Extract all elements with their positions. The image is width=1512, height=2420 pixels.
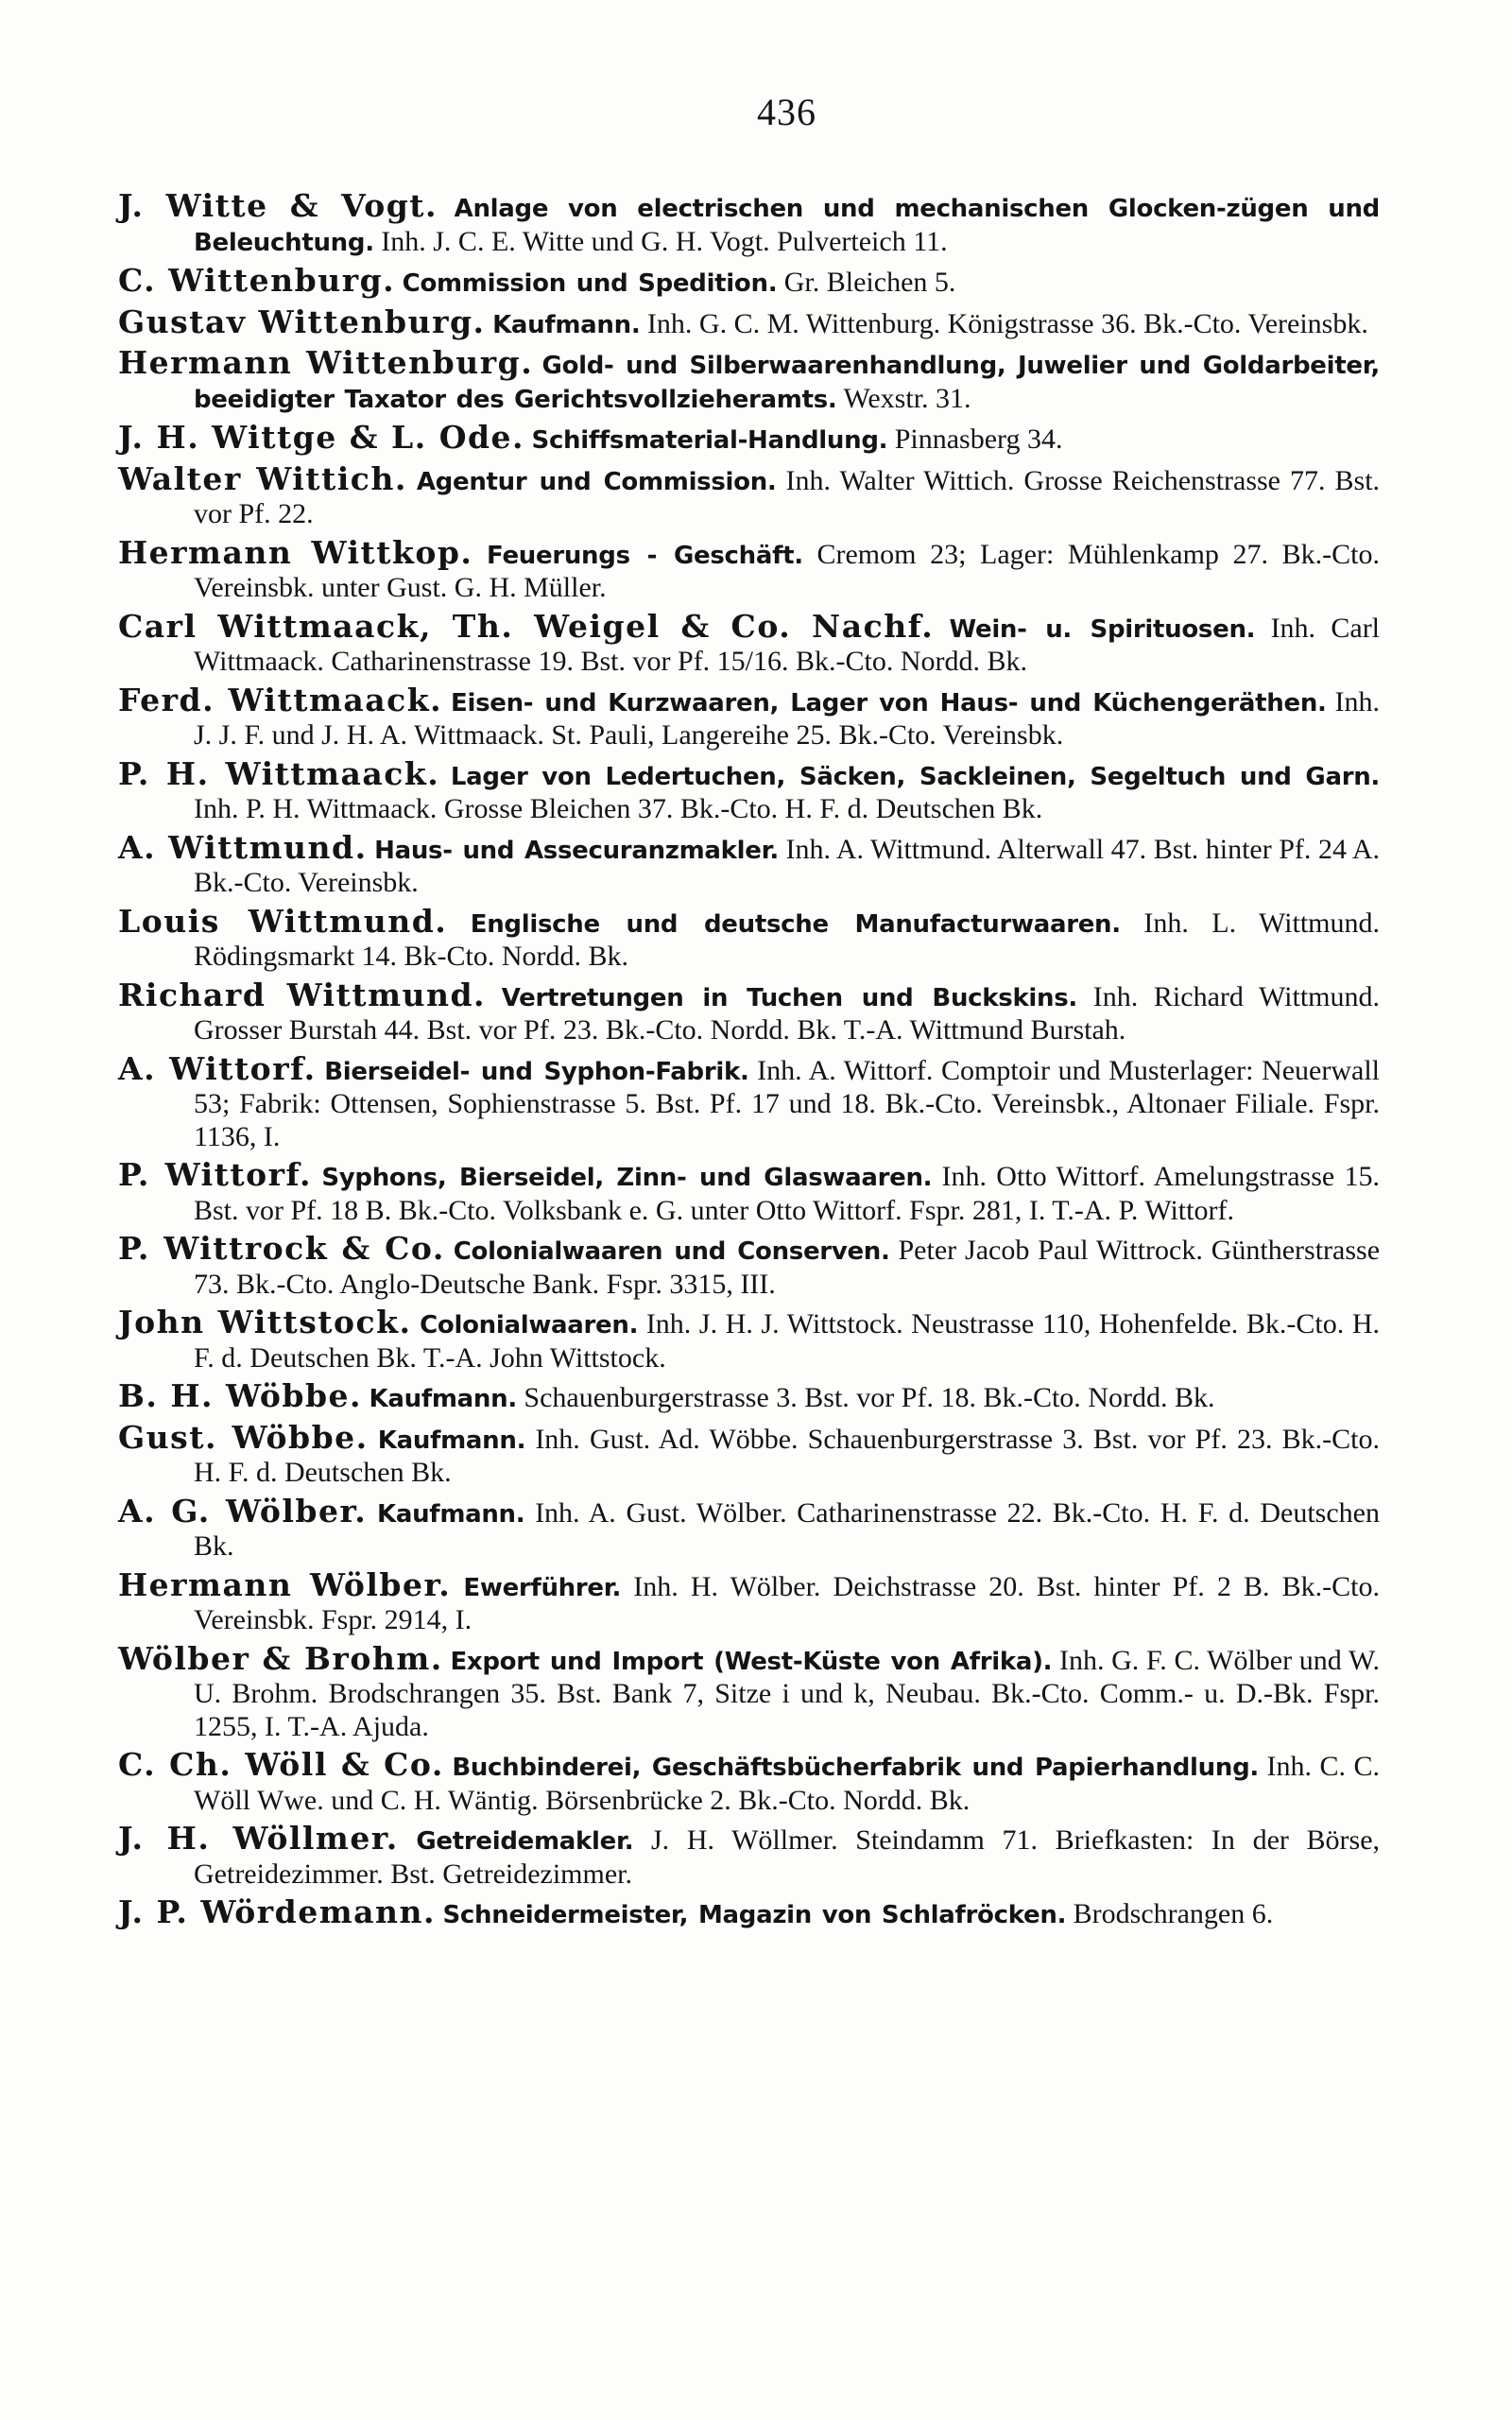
entry-business: Commission und Spedition. bbox=[402, 269, 778, 298]
entry-business: Colonialwaaren. bbox=[420, 1311, 639, 1340]
entry-business: Vertretungen in Tuchen und Buckskins. bbox=[501, 983, 1078, 1012]
entry-business: Kaufmann. bbox=[492, 310, 641, 339]
directory-entry bbox=[118, 607, 1381, 679]
entry-details: Cremom 23; Lager: Mühlenkamp 27. Bk.-Cto. Vereinsbk. unter Gust. G. H. Müller. bbox=[194, 538, 1380, 603]
entry-business: Eisen- und Kurzwaaren, Lager von Haus- und Küchengeräthen. bbox=[451, 688, 1327, 717]
entry-details: Inh. L. Wittmund. Rödingsmarkt 14. Bk-Cto. Nordd. Bk. bbox=[194, 907, 1381, 972]
entry-details: Inh. J. C. E. Witte und G. H. Vogt. Pulverteich 11. bbox=[381, 225, 948, 257]
entry-business: Feuerungs - Geschäft. bbox=[487, 541, 803, 570]
entry-business: Englische und deutsche Manufacturwaaren. bbox=[470, 909, 1121, 939]
entry-details: Inh. Richard Wittmund. Grosser Burstah 44. Bst. vor Pf. 23. Bk.-Cto. Nordd. Bk. T.-A. Wittmund Burstah. bbox=[194, 980, 1380, 1046]
entry-name: P. Wittorf. bbox=[118, 1156, 313, 1193]
entry-details: Inh. J. H. J. Wittstock. Neustrasse 110, Hohenfelde. Bk.-Cto. H. F. d. Deutschen Bk. T.-A. John Wittstock. bbox=[194, 1308, 1381, 1374]
entry-details: Inh. P. H. Wittmaack. Grosse Bleichen 37. Bk.-Cto. H. F. d. Deutschen Bk. bbox=[194, 793, 1043, 824]
page-content bbox=[118, 90, 1380, 1938]
entry-name: J. H. Wöllmer. bbox=[118, 1820, 399, 1857]
entry-business: Schneidermeister, Magazin von Schlafröcken. bbox=[442, 1901, 1067, 1929]
entry-name: Hermann Wölber. bbox=[118, 1565, 452, 1603]
entry-business: Buchbinderei, Geschäftsbücherfabrik und Papierhandlung. bbox=[452, 1754, 1259, 1782]
entry-details: Inh. J. J. F. und J. H. A. Wittmaack. St. Pauli, Langereihe 25. Bk.-Cto. Vereinsbk. bbox=[194, 685, 1381, 751]
entry-business: Export und Import (West-Küste von Afrika). bbox=[450, 1647, 1053, 1676]
directory-entry bbox=[118, 681, 1381, 752]
entry-details: Peter Jacob Paul Wittrock. Güntherstrasse 73. Bk.-Cto. Anglo-Deutsche Bank. Fspr. 3315, III. bbox=[194, 1235, 1381, 1300]
entry-name: P. H. Wittmaack. bbox=[118, 754, 440, 792]
entry-details: Pinnasberg 34. bbox=[894, 424, 1063, 455]
entry-details: Inh. G. C. M. Wittenburg. Königstrasse 36. Bk.-Cto. Vereinsbk. bbox=[646, 307, 1368, 339]
entry-details: Inh. G. F. C. Wölber und W. U. Brohm. Brodschrangen 35. Bst. Bank 7, Sitze i und k, Neubau. Bk.-Cto. Comm.- u. D.-Bk. Fspr. 1255, I. T.-A. Ajuda. bbox=[194, 1644, 1381, 1742]
entry-business: Colonialwaaren und Conserven. bbox=[453, 1237, 890, 1266]
directory-entry bbox=[118, 1820, 1381, 1891]
entry-name: B. H. Wöbbe. bbox=[118, 1377, 363, 1414]
entry-business: Schiffsmaterial-Handlung. bbox=[531, 426, 888, 455]
directory-entry bbox=[118, 1893, 1380, 1932]
directory-entry bbox=[118, 1156, 1380, 1227]
entry-details: Inh. Gust. Ad. Wöbbe. Schauenburgerstrasse 3. Bst. vor Pf. 23. Bk.-Cto. H. F. d. Deutschen Bk. bbox=[194, 1423, 1380, 1488]
directory-entry bbox=[118, 1492, 1380, 1564]
directory-entry bbox=[118, 754, 1381, 826]
entry-details: Inh. A. Wittorf. Comptoir und Musterlager: Neuerwall 53; Fabrik: Ottensen, Sophienstrasse 5. Bst. Pf. 17 und 18. Bk.-Cto. Vereinsbk., Altonaer Filiale. Fspr. 1136, I. bbox=[194, 1054, 1381, 1152]
entry-name: C. Wittenburg. bbox=[118, 262, 396, 299]
directory-entry bbox=[118, 828, 1380, 900]
directory-entry bbox=[118, 344, 1380, 416]
entry-details: J. H. Wöllmer. Steindamm 71. Briefkasten: In der Börse, Getreidezimmer. Bst. Getreidezimmer. bbox=[194, 1824, 1381, 1890]
directory-entry bbox=[118, 1230, 1381, 1301]
entry-name: Hermann Wittenburg. bbox=[118, 344, 534, 381]
entry-name: Hermann Wittkop. bbox=[118, 533, 473, 571]
directory-entry bbox=[118, 976, 1380, 1047]
entry-business: Syphons, Bierseidel, Zinn- und Glaswaaren. bbox=[321, 1164, 933, 1192]
entry-business: Kaufmann. bbox=[377, 1426, 526, 1455]
entry-business: Bierseidel- und Syphon-Fabrik. bbox=[324, 1057, 749, 1086]
entry-name: Gustav Wittenburg. bbox=[118, 302, 486, 340]
entry-business: Kaufmann. bbox=[377, 1499, 525, 1529]
entry-name: Richard Wittmund. bbox=[118, 976, 487, 1013]
entry-details: Brodschrangen 6. bbox=[1073, 1898, 1274, 1929]
entry-details: Inh. A. Wittmund. Alterwall 47. Bst. hinter Pf. 24 A. Bk.-Cto. Vereinsbk. bbox=[194, 833, 1380, 898]
directory-entry bbox=[118, 1306, 1380, 1374]
entry-name: C. Ch. Wöll & Co. bbox=[118, 1746, 444, 1783]
entry-business: Kaufmann. bbox=[369, 1385, 517, 1413]
entry-details: Inh. H. Wölber. Deichstrasse 20. Bst. hinter Pf. 2 B. Bk.-Cto. Vereinsbk. Fspr. 2914, I. bbox=[194, 1570, 1381, 1635]
directory-entry bbox=[118, 1377, 1380, 1416]
entry-name: P. Wittrock & Co. bbox=[118, 1230, 445, 1267]
entry-name: A. Wittmund. bbox=[118, 828, 368, 866]
directory-entry bbox=[118, 1639, 1381, 1744]
entry-details: Inh. C. C. Wöll Wwe. und C. H. Wäntig. Börsenbrücke 2. Bk.-Cto. Nordd. Bk. bbox=[194, 1751, 1380, 1816]
entry-business: Haus- und Assecuranzmakler. bbox=[374, 836, 779, 865]
directory-entry bbox=[118, 902, 1381, 974]
directory-entry bbox=[118, 1049, 1381, 1154]
entry-list bbox=[118, 187, 1381, 1932]
directory-entry bbox=[118, 187, 1380, 259]
entry-name: J. H. Wittge & L. Ode. bbox=[118, 419, 525, 456]
entry-name: Wölber & Brohm. bbox=[118, 1639, 443, 1677]
entry-name: Walter Wittich. bbox=[118, 459, 407, 497]
entry-name: A. Wittorf. bbox=[118, 1049, 317, 1087]
entry-details: Gr. Bleichen 5. bbox=[783, 267, 956, 298]
directory-entry bbox=[118, 419, 1380, 458]
directory-entry bbox=[118, 533, 1380, 605]
entry-name: J. Witte & Vogt. bbox=[118, 187, 438, 224]
entry-details: Inh. A. Gust. Wölber. Catharinenstrasse 22. Bk.-Cto. H. F. d. Deutschen Bk. bbox=[194, 1496, 1380, 1562]
entry-name: Carl Wittmaack, Th. Weigel & Co. Nachf. bbox=[118, 607, 935, 645]
entry-details: Inh. Otto Wittorf. Amelungstrasse 15. Bst. vor Pf. 18 B. Bk.-Cto. Volksbank e. G. unter Otto Wittorf. Fspr. 281, I. T.-A. P. Wittorf. bbox=[194, 1161, 1380, 1226]
entry-details: Inh. Carl Wittmaack. Catharinenstrasse 19. Bst. vor Pf. 15/16. Bk.-Cto. Nordd. Bk. bbox=[194, 612, 1381, 677]
directory-entry bbox=[118, 262, 1380, 301]
directory-entry bbox=[118, 302, 1380, 342]
entry-business: Ewerführer. bbox=[463, 1573, 622, 1602]
entry-name: Gust. Wöbbe. bbox=[118, 1418, 369, 1456]
directory-entry bbox=[118, 1418, 1380, 1490]
directory-entry bbox=[118, 1565, 1381, 1637]
entry-name: Louis Wittmund. bbox=[118, 902, 448, 940]
entry-business: Gold- und Silberwaarenhandlung, Juwelier und Goldarbeiter, beeidigter Taxator des Gerichtsvollzieheramts. bbox=[194, 352, 1380, 414]
entry-details: Inh. Walter Wittich. Grosse Reichenstrasse 77. Bst. vor Pf. 22. bbox=[194, 464, 1381, 529]
entry-business: Getreidemakler. bbox=[416, 1827, 634, 1856]
entry-business: Lager von Ledertuchen, Säcken, Sackleinen, Segeltuch und Garn. bbox=[450, 762, 1381, 791]
entry-business: Wein- u. Spirituosen. bbox=[949, 614, 1256, 644]
entry-name: Ferd. Wittmaack. bbox=[118, 681, 443, 718]
entry-details: Schauenburgerstrasse 3. Bst. vor Pf. 18. Bk.-Cto. Nordd. Bk. bbox=[524, 1382, 1215, 1413]
entry-details: Wexstr. 31. bbox=[843, 382, 971, 414]
entry-name: John Wittstock. bbox=[118, 1304, 412, 1340]
entry-business: Anlage von electrischen und mechanischen Glocken-zügen und Beleuchtung. bbox=[194, 195, 1380, 257]
entry-business: Agentur und Commission. bbox=[416, 467, 777, 496]
page-number: 436 bbox=[757, 91, 816, 133]
entry-name: J. P. Wördemann. bbox=[118, 1893, 436, 1930]
directory-entry bbox=[118, 459, 1381, 531]
entry-name: A. G. Wölber. bbox=[118, 1492, 368, 1530]
directory-entry bbox=[118, 1746, 1380, 1817]
